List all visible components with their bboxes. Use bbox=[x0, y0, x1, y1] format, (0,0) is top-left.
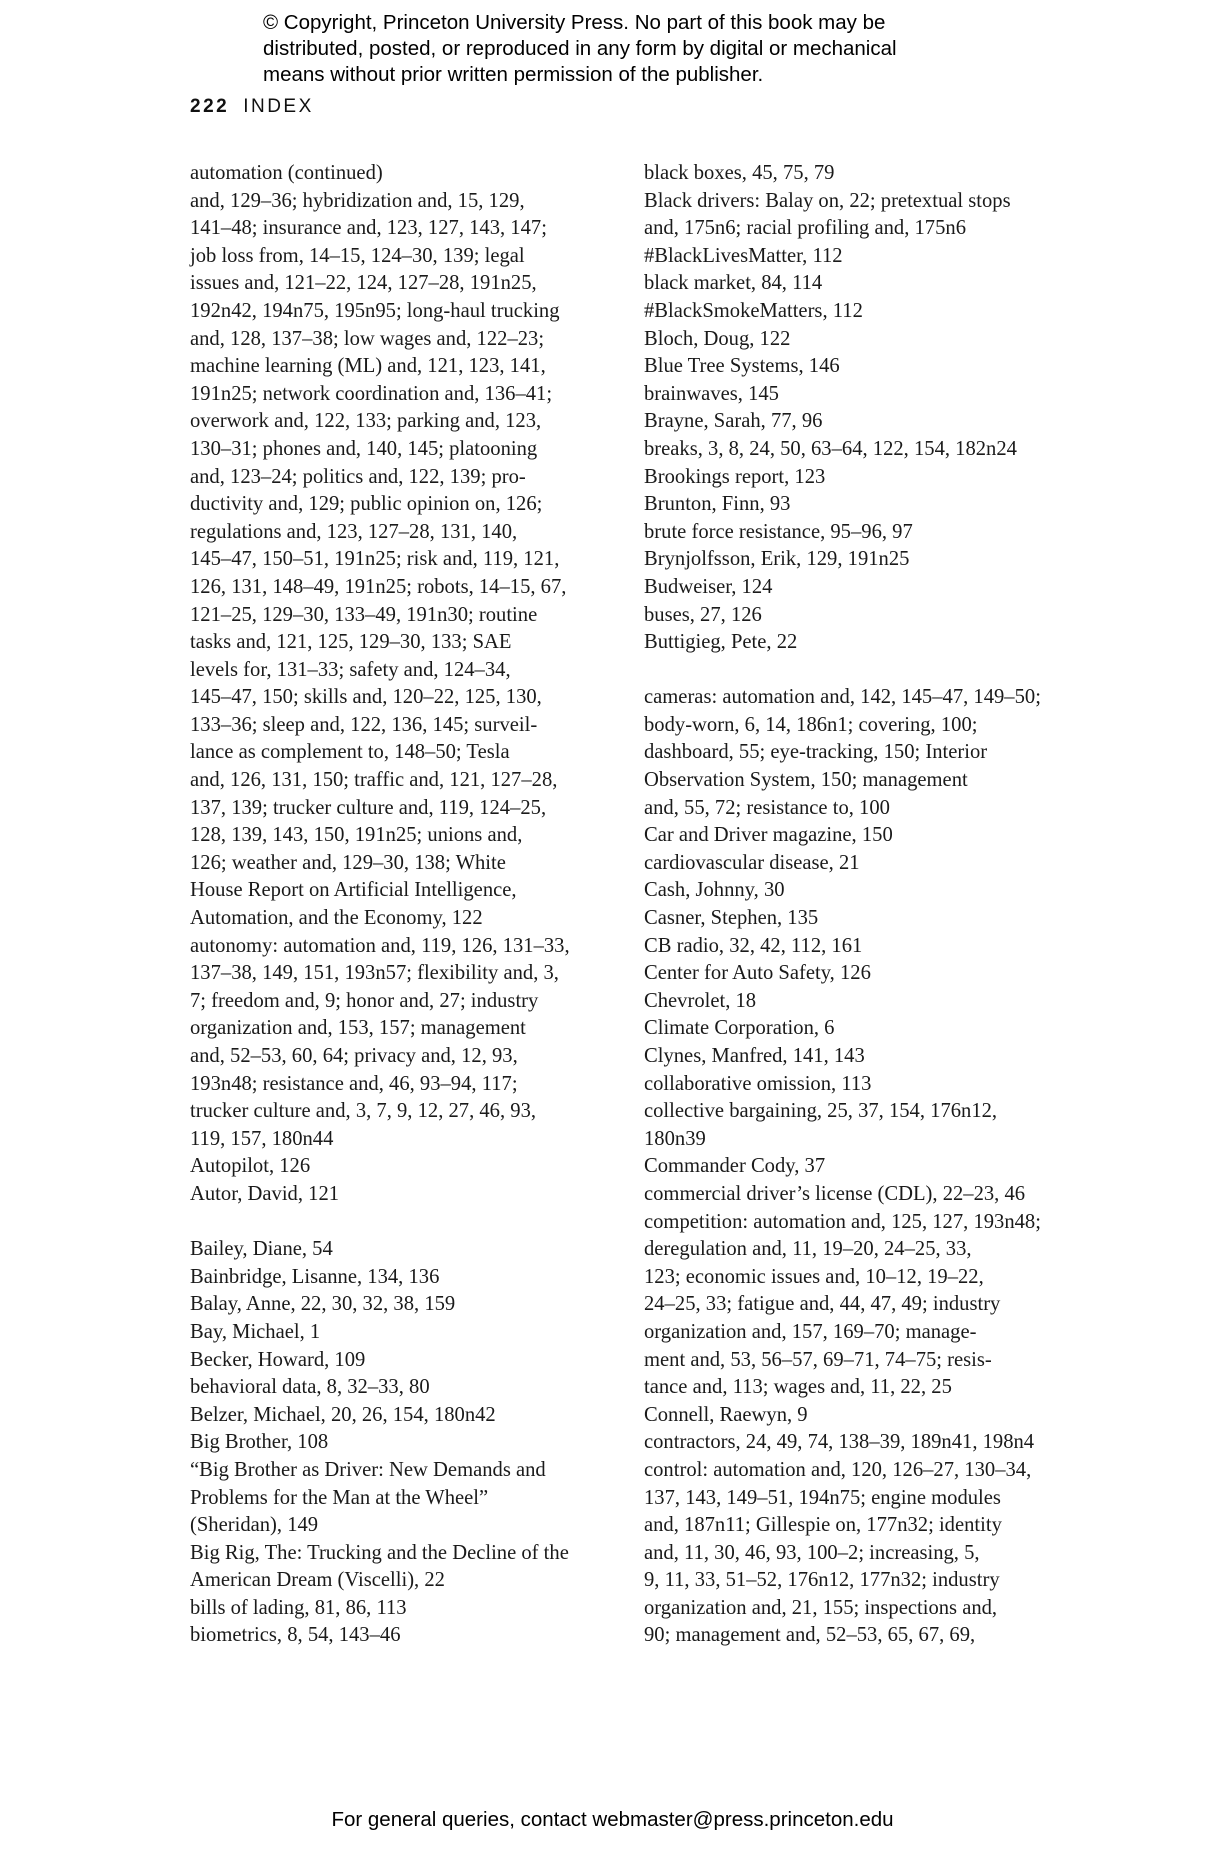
index-entry bbox=[644, 1429, 1064, 1457]
index-entry-line: Bay, Michael, 1 bbox=[190, 1320, 321, 1343]
index-entry-line: Autopilot, 126 bbox=[190, 1155, 311, 1178]
index-entry-line: Autor, David, 121 bbox=[190, 1182, 340, 1205]
index-entry-line: 180n39 bbox=[644, 1127, 706, 1150]
index-entry-line: breaks, 3, 8, 24, 50, 63–64, 122, 154, 182n24 bbox=[644, 437, 1017, 460]
index-entry-line: Chevrolet, 18 bbox=[644, 989, 757, 1012]
index-entry-line: Casner, Stephen, 135 bbox=[644, 907, 819, 930]
index-entry bbox=[190, 1291, 610, 1319]
index-entry bbox=[190, 1264, 610, 1292]
index-entry-line: Brynjolfsson, Erik, 129, 191n25 bbox=[644, 548, 910, 571]
index-entry bbox=[644, 1153, 1064, 1181]
index-entry bbox=[190, 1622, 610, 1650]
index-entry bbox=[644, 1209, 1064, 1402]
index-entry bbox=[644, 408, 1064, 436]
index-entry-line: Budweiser, 124 bbox=[644, 575, 773, 598]
index-entry bbox=[644, 988, 1064, 1016]
index-entry-line: tance and, 113; wages and, 11, 22, 25 bbox=[644, 1376, 952, 1399]
index-entry-line: overwork and, 122, 133; parking and, 123, bbox=[190, 410, 542, 433]
index-entry-line: Belzer, Michael, 20, 26, 154, 180n42 bbox=[190, 1403, 496, 1426]
index-entry-line: CB radio, 32, 42, 112, 161 bbox=[644, 934, 863, 957]
index-entry-line: and, 129–36; hybridization and, 15, 129, bbox=[190, 189, 525, 212]
running-head bbox=[190, 96, 314, 118]
index-entry-line: Balay, Anne, 22, 30, 32, 38, 159 bbox=[190, 1293, 456, 1316]
index-entry-line: machine learning (ML) and, 121, 123, 141, bbox=[190, 355, 546, 378]
index-entry-line: Cash, Johnny, 30 bbox=[644, 879, 785, 902]
index-entry-line: ductivity and, 129; public opinion on, 126; bbox=[190, 493, 543, 516]
index-entry-line: 119, 157, 180n44 bbox=[190, 1127, 334, 1150]
index-entry bbox=[644, 1181, 1064, 1209]
index-entry-line: black boxes, 45, 75, 79 bbox=[644, 162, 835, 184]
index-entry-line: 141–48; insurance and, 123, 127, 143, 147; bbox=[190, 217, 547, 240]
index-entry-line: “Big Brother as Driver: New Demands and bbox=[190, 1458, 546, 1481]
index-entry-line: cardiovascular disease, 21 bbox=[644, 851, 860, 874]
index-entry-line: 193n48; resistance and, 46, 93–94, 117; bbox=[190, 1072, 518, 1095]
index-entry-line: job loss from, 14–15, 124–30, 139; legal bbox=[190, 244, 525, 267]
index-entry-line: 192n42, 194n75, 195n95; long-haul trucking bbox=[190, 299, 560, 322]
letter-group-gap bbox=[190, 1209, 610, 1237]
index-entry-line: brute force resistance, 95–96, 97 bbox=[644, 520, 913, 543]
index-entry bbox=[644, 243, 1064, 271]
index-entry-line: Automation, and the Economy, 122 bbox=[190, 907, 483, 930]
index-entry-line: Brookings report, 123 bbox=[644, 465, 826, 488]
index-entry-line: Climate Corporation, 6 bbox=[644, 1017, 835, 1040]
index-entry-line: Clynes, Manfred, 141, 143 bbox=[644, 1045, 865, 1067]
index-entry bbox=[644, 298, 1064, 326]
index-entry-line: 24–25, 33; fatigue and, 44, 47, 49; industry bbox=[644, 1293, 1001, 1316]
index-entry-line: 126, 131, 148–49, 191n25; robots, 14–15, 67, bbox=[190, 575, 567, 598]
index-entry-line: commercial driver’s license (CDL), 22–23, 46 bbox=[644, 1182, 1026, 1205]
index-entry bbox=[190, 1595, 610, 1623]
index-entry-line: Brunton, Finn, 93 bbox=[644, 493, 791, 516]
index-entry-line: Blue Tree Systems, 146 bbox=[644, 355, 840, 378]
index-entry bbox=[190, 1374, 610, 1402]
index-entry bbox=[190, 1347, 610, 1375]
index-entry-line: automation (continued) bbox=[190, 162, 383, 184]
index-entry-line: Brayne, Sarah, 77, 96 bbox=[644, 410, 823, 433]
index-entry-line: body-worn, 6, 14, 186n1; covering, 100; bbox=[644, 713, 978, 736]
index-entry-line: buses, 27, 126 bbox=[644, 603, 762, 626]
index-entry-line: 137, 143, 149–51, 194n75; engine modules bbox=[644, 1486, 1001, 1509]
index-entry bbox=[190, 1153, 610, 1181]
footer-contact: For general queries, contact webmaster@press.princeton.edu bbox=[331, 1808, 894, 1831]
index-entry bbox=[644, 326, 1064, 354]
letter-group-gap bbox=[644, 657, 1064, 685]
index-entry bbox=[644, 188, 1064, 243]
index-entry-line: and, 55, 72; resistance to, 100 bbox=[644, 796, 890, 819]
index-entry bbox=[190, 1457, 610, 1540]
index-entry-line: Connell, Raewyn, 9 bbox=[644, 1403, 808, 1426]
index-entry-line: Car and Driver magazine, 150 bbox=[644, 824, 893, 847]
index-entry-line: and, 126, 131, 150; traffic and, 121, 127–28, bbox=[190, 769, 558, 792]
index-entry-line: contractors, 24, 49, 74, 138–39, 189n41, 198n4 bbox=[644, 1431, 1035, 1454]
index-entry bbox=[644, 1402, 1064, 1430]
index-entry bbox=[190, 1429, 610, 1457]
index-entry bbox=[190, 1319, 610, 1347]
index-entry bbox=[644, 519, 1064, 547]
index-entry-line: issues and, 121–22, 124, 127–28, 191n25, bbox=[190, 272, 537, 295]
index-entry-line: collaborative omission, 113 bbox=[644, 1072, 872, 1095]
index-entry-line: and, 11, 30, 46, 93, 100–2; increasing, 5, bbox=[644, 1541, 980, 1564]
section-title: INDEX bbox=[243, 96, 314, 117]
index-entry-line: 7; freedom and, 9; honor and, 27; industry bbox=[190, 989, 539, 1012]
index-entry bbox=[644, 933, 1064, 961]
index-entry bbox=[190, 1402, 610, 1430]
index-entry bbox=[644, 491, 1064, 519]
index-entry-line: House Report on Artificial Intelligence, bbox=[190, 879, 517, 902]
index-entry-line: trucker culture and, 3, 7, 9, 12, 27, 46, 93, bbox=[190, 1100, 537, 1123]
index-entry-line: brainwaves, 145 bbox=[644, 382, 779, 405]
index-entry-line: Commander Cody, 37 bbox=[644, 1155, 826, 1178]
index-entry bbox=[644, 574, 1064, 602]
index-entry bbox=[644, 353, 1064, 381]
index-entry bbox=[190, 933, 610, 1154]
index-entry-line: cameras: automation and, 142, 145–47, 149–50; bbox=[644, 686, 1041, 709]
index-entry-line: Becker, Howard, 109 bbox=[190, 1348, 366, 1371]
index-entry-line: Big Brother, 108 bbox=[190, 1431, 329, 1454]
index-entry-line: ment and, 53, 56–57, 69–71, 74–75; resis- bbox=[644, 1348, 992, 1371]
index-entry bbox=[644, 684, 1064, 822]
index-entry bbox=[644, 602, 1064, 630]
index-entry bbox=[190, 1181, 610, 1209]
index-entry bbox=[644, 850, 1064, 878]
index-entry bbox=[644, 1098, 1064, 1153]
index-entry-line: Bailey, Diane, 54 bbox=[190, 1238, 333, 1261]
index-column-left bbox=[190, 160, 610, 1650]
index-entry bbox=[190, 160, 610, 933]
index-entry bbox=[644, 1015, 1064, 1043]
index-entry-line: Buttigieg, Pete, 22 bbox=[644, 631, 798, 654]
page-number: 222 bbox=[190, 96, 230, 117]
index-entry-line: organization and, 21, 155; inspections and, bbox=[644, 1596, 998, 1619]
copyright-notice: © Copyright, Princeton University Press. No part of this book may be distributed, posted, or reproduced in any form by digital or mechanical means without prior written permission of the publisher. bbox=[263, 11, 897, 86]
index-entry bbox=[190, 1540, 610, 1595]
index-entry bbox=[190, 1236, 610, 1264]
index-entry-line: levels for, 131–33; safety and, 124–34, bbox=[190, 658, 511, 681]
index-entry bbox=[644, 436, 1064, 464]
index-entry bbox=[644, 877, 1064, 905]
index-entry-line: Big Rig, The: Trucking and the Decline of the bbox=[190, 1541, 569, 1564]
index-entry-line: 126; weather and, 129–30, 138; White bbox=[190, 851, 506, 874]
index-entry-line: and, 175n6; racial profiling and, 175n6 bbox=[644, 217, 966, 240]
index-entry bbox=[644, 822, 1064, 850]
index-entry-line: 130–31; phones and, 140, 145; platooning bbox=[190, 437, 538, 460]
index-entry-line: 9, 11, 33, 51–52, 176n12, 177n32; industry bbox=[644, 1569, 1000, 1592]
index-entry-line: Observation System, 150; management bbox=[644, 769, 968, 792]
index-entry bbox=[644, 1457, 1064, 1650]
index-entry-line: organization and, 157, 169–70; manage- bbox=[644, 1320, 977, 1343]
index-entry-line: #BlackLivesMatter, 112 bbox=[644, 244, 843, 267]
index-entry-line: 133–36; sleep and, 122, 136, 145; surveil- bbox=[190, 713, 538, 736]
index-entry-line: 123; economic issues and, 10–12, 19–22, bbox=[644, 1265, 984, 1288]
index-entry-line: #BlackSmokeMatters, 112 bbox=[644, 299, 863, 322]
index-entry-line: organization and, 153, 157; management bbox=[190, 1017, 526, 1040]
index-entry-line: 128, 139, 143, 150, 191n25; unions and, bbox=[190, 824, 523, 847]
index-entry bbox=[644, 270, 1064, 298]
index-entry-line: tasks and, 121, 125, 129–30, 133; SAE bbox=[190, 631, 512, 654]
index-entry-line: bills of lading, 81, 86, 113 bbox=[190, 1596, 407, 1619]
index-entry-line: autonomy: automation and, 119, 126, 131–33, bbox=[190, 934, 570, 957]
index-entry-line: 145–47, 150; skills and, 120–22, 125, 130, bbox=[190, 686, 542, 709]
index-entry-line: and, 123–24; politics and, 122, 139; pro- bbox=[190, 465, 526, 488]
index-column-right bbox=[644, 160, 1064, 1650]
index-entry-line: dashboard, 55; eye-tracking, 150; Interior bbox=[644, 741, 988, 764]
index-entry-line: Black drivers: Balay on, 22; pretextual stops bbox=[644, 189, 1011, 212]
index-entry bbox=[644, 905, 1064, 933]
index-entry bbox=[644, 1043, 1064, 1071]
index-entry-line: control: automation and, 120, 126–27, 130–34, bbox=[644, 1458, 1032, 1481]
index-entry-line: regulations and, 123, 127–28, 131, 140, bbox=[190, 520, 518, 543]
index-entry-line: 137, 139; trucker culture and, 119, 124–25, bbox=[190, 796, 547, 819]
index-entry-line: (Sheridan), 149 bbox=[190, 1514, 319, 1537]
index-entry-line: American Dream (Viscelli), 22 bbox=[190, 1569, 445, 1592]
index-entry bbox=[644, 1071, 1064, 1099]
index-entry-line: deregulation and, 11, 19–20, 24–25, 33, bbox=[644, 1238, 972, 1261]
index-entry-line: 191n25; network coordination and, 136–41; bbox=[190, 382, 553, 405]
index-entry-line: 145–47, 150–51, 191n25; risk and, 119, 121, bbox=[190, 548, 560, 571]
index-entry-line: black market, 84, 114 bbox=[644, 272, 823, 295]
index-entry-line: collective bargaining, 25, 37, 154, 176n12, bbox=[644, 1100, 998, 1123]
index-entry-line: Problems for the Man at the Wheel” bbox=[190, 1486, 489, 1509]
index-entry-line: and, 52–53, 60, 64; privacy and, 12, 93, bbox=[190, 1045, 518, 1067]
index-entry bbox=[644, 960, 1064, 988]
index-entry-line: behavioral data, 8, 32–33, 80 bbox=[190, 1376, 430, 1399]
index-entry-line: and, 187n11; Gillespie on, 177n32; identity bbox=[644, 1514, 1002, 1537]
index-entry-line: Bainbridge, Lisanne, 134, 136 bbox=[190, 1265, 440, 1288]
index-entry-line: 90; management and, 52–53, 65, 67, 69, bbox=[644, 1624, 976, 1647]
index-entry bbox=[644, 381, 1064, 409]
index-entry-line: Center for Auto Safety, 126 bbox=[644, 962, 871, 985]
index-entry-line: 121–25, 129–30, 133–49, 191n30; routine bbox=[190, 603, 538, 626]
index-entry bbox=[644, 160, 1064, 188]
index-entry bbox=[644, 629, 1064, 657]
index-entry-line: competition: automation and, 125, 127, 193n48; bbox=[644, 1210, 1041, 1233]
index-entry bbox=[644, 546, 1064, 574]
index-entry-line: 137–38, 149, 151, 193n57; flexibility and, 3, bbox=[190, 962, 559, 985]
index-entry-line: lance as complement to, 148–50; Tesla bbox=[190, 741, 510, 764]
index-entry-line: and, 128, 137–38; low wages and, 122–23; bbox=[190, 327, 545, 350]
index-entry bbox=[644, 464, 1064, 492]
index-entry-line: biometrics, 8, 54, 143–46 bbox=[190, 1624, 401, 1647]
index-entry-line: Bloch, Doug, 122 bbox=[644, 327, 791, 350]
